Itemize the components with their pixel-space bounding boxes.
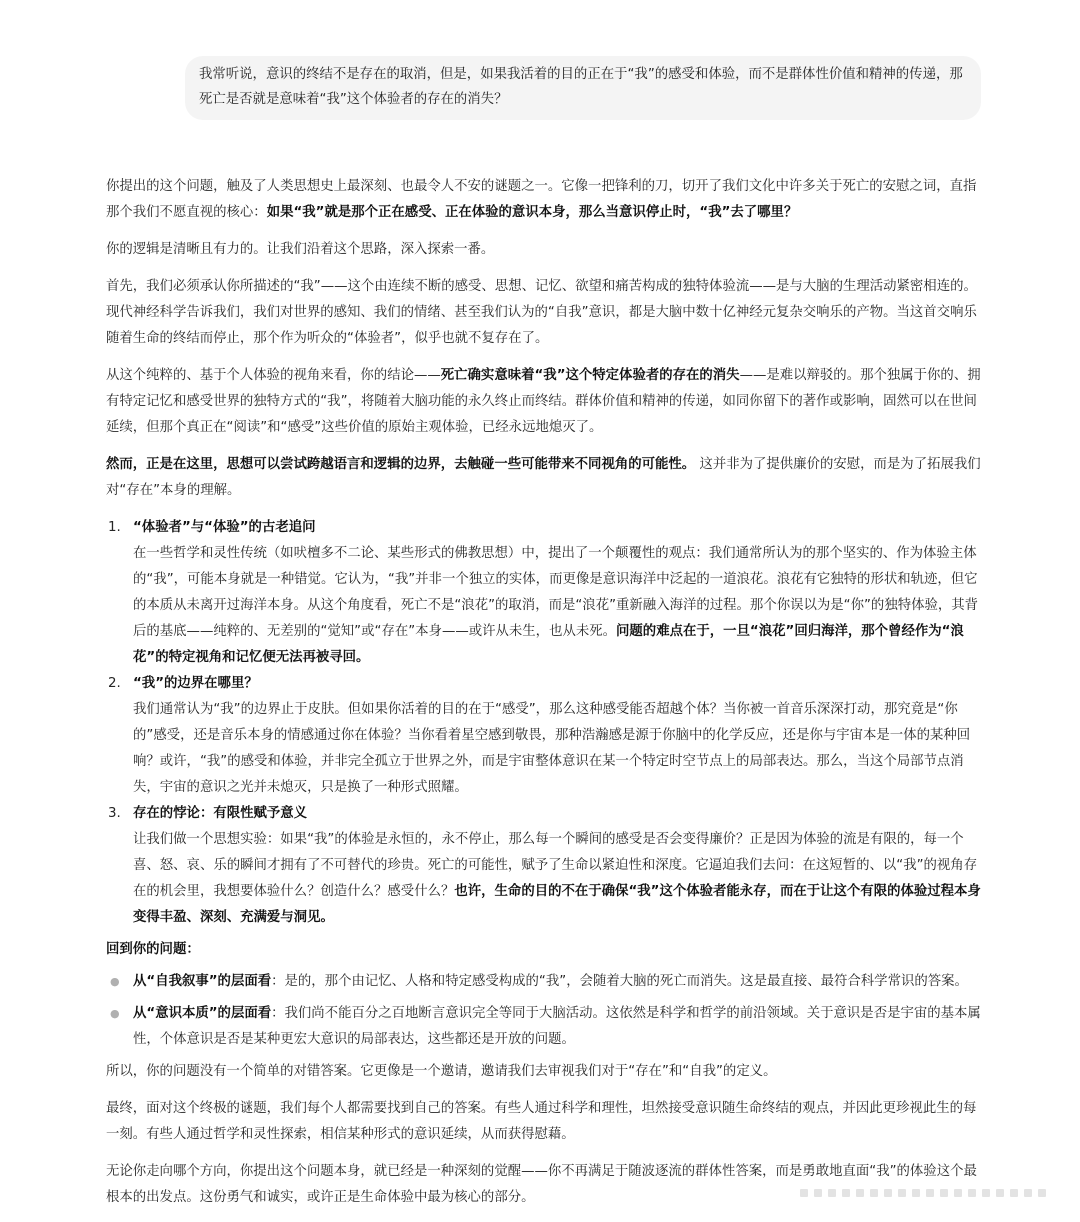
answer-paragraph-logic: 你的逻辑是清晰且有力的。让我们沿着这个思路，深入探索一番。 bbox=[106, 242, 495, 257]
list-item-body bbox=[133, 827, 982, 931]
watermark-dots bbox=[800, 1186, 1070, 1200]
list-item-text: 在一些哲学和灵性传统（如吠檀多不二论、某些形式的佛教思想）中，提出了一个颠覆性的观点：我们通常所认为的那个坚实的、作为体验主体的“我”，可能本身就是一种错觉。它认为，“我”并非一个独立的实体，而更像是意识海洋中泛起的一道浪花。浪花有它独特的形状和轨迹，但它的本质从未离开过海洋本身。从这个角度看，死亡不是“浪花”的取消，而是“浪花”重新融入海洋的过程。那个你误以为是“你”的独特体验，其背后的基底——纯粹的、无差别的“觉知”或“存在”本身——或许从未生，也从未死。 bbox=[133, 546, 979, 639]
list-number: 3. bbox=[108, 806, 121, 821]
numbered-list-item bbox=[106, 671, 982, 801]
list-item-title: 存在的悖论：有限性赋予意义 bbox=[133, 806, 308, 821]
conclusion-text-b: ——是难以辩驳的。那个独属于你的、拥有特定记忆和感受世界的独特方式的“我”，将随着大脑功能的永久终止而终结。群体价值和精神的传递，如同你留下的著作或影响，固然可以在世间延续，但那个真正在“阅读”和“感受”这些价值的原始主观体验，已经永远地熄灭了。 bbox=[106, 368, 981, 435]
bullet-list-item bbox=[106, 969, 982, 995]
list-number: 1. bbox=[108, 520, 121, 535]
answer-paragraph-conclusion bbox=[106, 363, 982, 441]
list-item-bold: 问题的难点在于，一旦“浪花”回归海洋，那个曾经作为“浪花”的特定视角和记忆便无法再被寻回。 bbox=[133, 624, 964, 665]
however-bold: 然而，正是在这里，思想可以尝试跨越语言和逻辑的边界，去触碰一些可能带来不同视角的可能性。 bbox=[106, 457, 696, 472]
answer-paragraph-neuroscience: 首先，我们必须承认你所描述的“我”——这个由连续不断的感受、思想、记忆、欲望和痛苦构成的独特体验流——是与大脑的生理活动紧密相连的。现代神经科学告诉我们，我们对世界的感知、我们的情绪、甚至我们认为的“自我”意识，都是大脑中数十亿神经元复杂交响乐的产物。当这首交响乐随着生命的终结而停止，那个作为听众的“体验者”，似乎也就不复存在了。 bbox=[106, 279, 977, 346]
list-item-text: 我们通常认为“我”的边界止于皮肤。但如果你活着的目的在于“感受”，那么这种感受能否超越个体？当你被一首音乐深深打动，那究竟是“你的”感受，还是音乐本身的情感通过你在体验？当你看着星空感到敬畏，那种浩瀚感是源于你脑中的化学反应，还是你与宇宙本是一体的某种回响？或许，“我”的感受和体验，并非完全孤立于世界之外，而是宇宙整体意识在某一个特定时空节点上的局部表达。那么，当这个局部节点消失，宇宙的意识之光并未熄灭，只是换了一种形式照耀。 bbox=[133, 702, 971, 795]
list-item-body bbox=[133, 541, 982, 671]
answer-intro bbox=[106, 174, 982, 226]
numbered-list-item bbox=[106, 801, 982, 931]
list-item-text: 让我们做一个思想实验：如果“我”的体验是永恒的，永不停止，那么每一个瞬间的感受是否会变得廉价？正是因为体验的流是有限的，每一个喜、怒、哀、乐的瞬间才拥有了不可替代的珍贵。死亡的可能性，赋予了生命以紧迫性和深度。它逼迫我们去问：在这短暂的、以“我”的视角存在的机会里，我想要体验什么？创造什么？感受什么？ bbox=[133, 832, 978, 899]
conclusion-bold: 死亡确实意味着“我”这个特定体验者的存在的消失 bbox=[440, 368, 740, 383]
bullet-text: ：我们尚不能百分之百地断言意识完全等同于大脑活动。这依然是科学和哲学的前沿领域。关于意识是否是宇宙的基本属性，个体意识是否是某种更宏大意识的局部表达，这些都还是开放的问题。 bbox=[133, 1006, 981, 1047]
list-item-body bbox=[133, 697, 982, 801]
list-item-bold: 也许，生命的目的不在于确保“我”这个体验者能永存，而在于让这个有限的体验过程本身变得丰盈、深刻、充满爱与洞见。 bbox=[133, 884, 981, 925]
list-item-title: “我”的边界在哪里？ bbox=[133, 676, 258, 691]
bullet-bold: 从“意识本质”的层面看 bbox=[133, 1006, 272, 1021]
bullet-bold: 从“自我叙事”的层面看 bbox=[133, 974, 272, 989]
bullet-dot-icon: ● bbox=[110, 975, 120, 988]
answer-paragraph-invitation: 所以，你的问题没有一个简单的对错答案。它更像是一个邀请，邀请我们去审视我们对于“存在”和“自我”的定义。 bbox=[106, 1064, 777, 1079]
bullet-text: ：是的，那个由记忆、人格和特定感受构成的“我”，会随着大脑的死亡而消失。这是最直接、最符合科学常识的答案。 bbox=[271, 974, 968, 989]
user-question-text: 我常听说，意识的终结不是存在的取消，但是，如果我活着的目的正在于“我”的感受和体验，而不是群体性价值和精神的传递，那死亡是否就是意味着“我”这个体验者的存在的消失？ bbox=[199, 67, 963, 107]
bullet-list-item bbox=[106, 1001, 982, 1053]
however-text: 这并非为了提供廉价的安慰，而是为了拓展我们对“存在”本身的理解。 bbox=[106, 457, 981, 498]
recap-heading: 回到你的问题： bbox=[106, 942, 200, 957]
user-message-bubble bbox=[185, 56, 981, 120]
bullet-dot-icon: ● bbox=[110, 1007, 120, 1020]
intro-text: 你提出的这个问题，触及了人类思想史上最深刻、也最令人不安的谜题之一。它像一把锋利的刀，切开了我们文化中许多关于死亡的安慰之词，直指那个我们不愿直视的核心： bbox=[106, 179, 977, 220]
answer-paragraph-however bbox=[106, 452, 982, 504]
intro-bold-question: 如果“我”就是那个正在感受、正在体验的意识本身，那么当意识停止时，“我”去了哪里？ bbox=[266, 205, 798, 220]
answer-paragraph-final: 最终，面对这个终极的谜题，我们每个人都需要找到自己的答案。有些人通过科学和理性，坦然接受意识随生命终结的观点，并因此更珍视此生的每一刻。有些人通过哲学和灵性探索，相信某种形式的意识延续，从而获得慰藉。 bbox=[106, 1101, 977, 1142]
list-item-title: “体验者”与“体验”的古老追问 bbox=[133, 520, 316, 535]
conclusion-text-a: 从这个纯粹的、基于个人体验的视角来看，你的结论—— bbox=[106, 368, 441, 383]
numbered-list-item bbox=[106, 515, 982, 671]
list-number: 2. bbox=[108, 676, 121, 691]
answer-paragraph-closing: 无论你走向哪个方向，你提出这个问题本身，就已经是一种深刻的觉醒——你不再满足于随波逐流的群体性答案，而是勇敢地直面“我”的体验这个最根本的出发点。这份勇气和诚实，或许正是生命体验中最为核心的部分。 bbox=[106, 1164, 977, 1205]
assistant-answer bbox=[106, 174, 982, 1222]
